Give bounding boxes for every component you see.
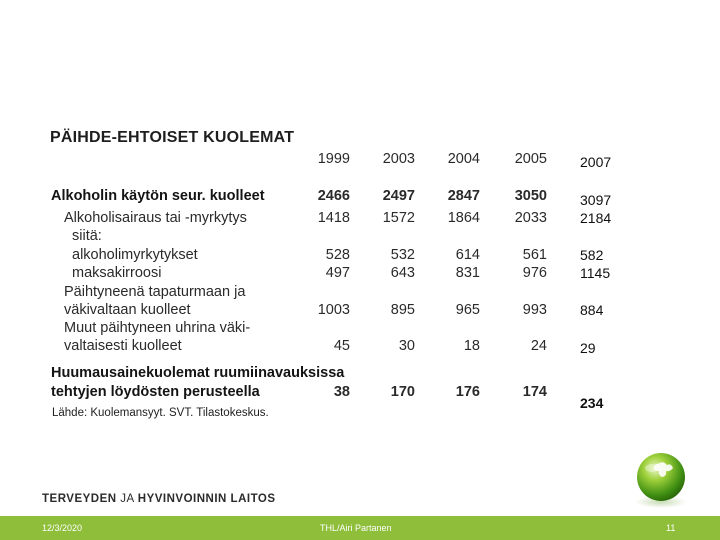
org-name-part: HYVINVOINNIN LAITOS <box>137 493 276 505</box>
row-label-drug-deaths-line2: tehtyjen löydösten perusteella <box>51 384 260 400</box>
row-label-violence-line2: valtaisesti kuolleet <box>64 338 182 354</box>
footer-bar <box>0 516 720 540</box>
footer-page-number: 11 <box>666 523 676 533</box>
row-label-of-which: siitä: <box>72 228 102 244</box>
cell-value: 497 <box>325 265 350 281</box>
cell-value: 1003 <box>317 302 350 318</box>
year-header-2004: 2004 <box>447 151 480 167</box>
slide-title: PÄIHDE-EHTOISET KUOLEMAT <box>50 129 295 146</box>
cell-value: 176 <box>455 384 480 400</box>
year-header-1999: 1999 <box>317 151 350 167</box>
cell-value-2007: 582 <box>580 247 604 263</box>
cell-value: 965 <box>455 302 480 318</box>
cell-value: 2033 <box>514 210 547 226</box>
row-label-accidents-line1: Päihtyneenä tapaturmaan ja <box>64 284 246 300</box>
cell-value: 45 <box>333 338 350 354</box>
cell-value: 895 <box>390 302 415 318</box>
cell-value: 1864 <box>447 210 480 226</box>
org-name-part: JA <box>116 493 138 505</box>
cell-value: 18 <box>463 338 480 354</box>
row-label-violence-line1: Muut päihtyneen uhrina väki- <box>64 320 251 336</box>
row-label-alcohol-disease: Alkoholisairaus tai -myrkytys <box>64 210 247 226</box>
row-label-cirrhosis: maksakirroosi <box>72 265 162 281</box>
cell-value: 3050 <box>514 188 547 204</box>
footer-date: 12/3/2020 <box>42 523 83 533</box>
cell-value: 2497 <box>382 188 415 204</box>
row-label-alcohol-poisonings: alkoholimyrkytykset <box>72 247 198 263</box>
green-globe-logo-icon <box>628 450 694 510</box>
row-label-accidents-line2: väkivaltaan kuolleet <box>64 302 191 318</box>
cell-value: 643 <box>390 265 415 281</box>
cell-value: 614 <box>455 247 480 263</box>
cell-value-2007: 29 <box>580 340 596 356</box>
cell-value: 1418 <box>317 210 350 226</box>
year-header-2005: 2005 <box>514 151 547 167</box>
year-header-2003: 2003 <box>382 151 415 167</box>
cell-value: 976 <box>522 265 547 281</box>
cell-value: 831 <box>455 265 480 281</box>
cell-value: 24 <box>530 338 547 354</box>
cell-value: 532 <box>390 247 415 263</box>
cell-value: 2847 <box>447 188 480 204</box>
cell-value: 170 <box>390 384 415 400</box>
row-label-alcohol-deaths: Alkoholin käytön seur. kuolleet <box>51 188 265 204</box>
cell-value: 993 <box>522 302 547 318</box>
organization-name <box>42 493 276 505</box>
org-name-part: TERVEYDEN <box>42 493 117 505</box>
cell-value: 1572 <box>382 210 415 226</box>
cell-value: 528 <box>325 247 350 263</box>
cell-value: 30 <box>398 338 415 354</box>
cell-value-2007: 2184 <box>580 210 612 226</box>
cell-value: 38 <box>333 384 350 400</box>
cell-value: 174 <box>522 384 547 400</box>
cell-value-2007: 884 <box>580 302 604 318</box>
cell-value: 2466 <box>317 188 350 204</box>
cell-value-2007: 234 <box>580 395 604 411</box>
source-note: Lähde: Kuolemansyyt. SVT. Tilastokeskus. <box>52 407 269 419</box>
cell-value-2007: 3097 <box>580 192 612 208</box>
cell-value: 561 <box>522 247 547 263</box>
row-label-drug-deaths-line1: Huumausainekuolemat ruumiinavauksissa <box>51 365 345 381</box>
cell-value-2007: 1145 <box>580 265 611 281</box>
footer-author: THL/Airi Partanen <box>320 523 392 533</box>
year-header-2007: 2007 <box>580 154 612 170</box>
